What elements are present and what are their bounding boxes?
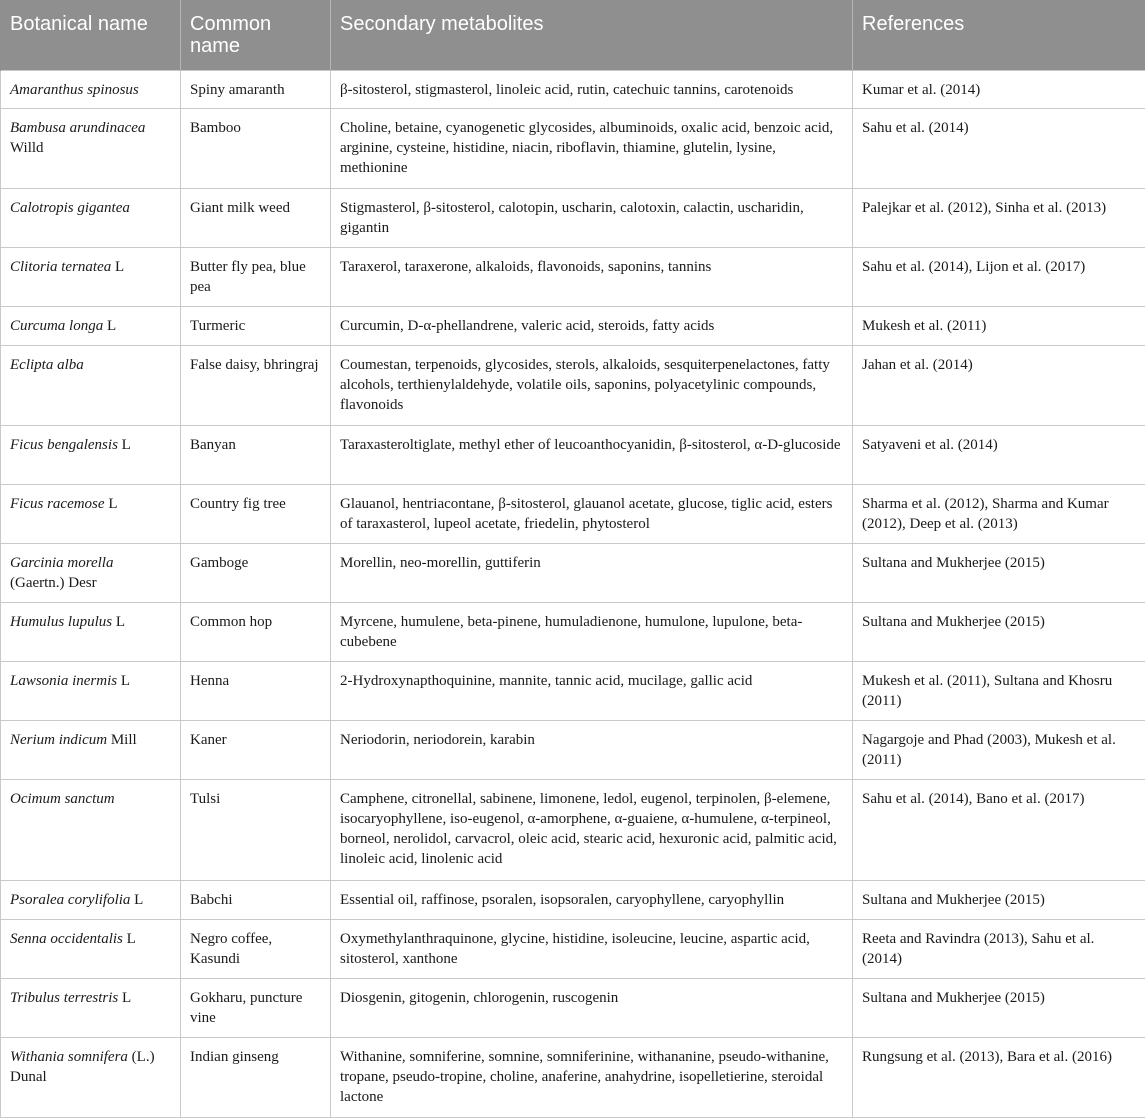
- common-name-cell: Country fig tree: [181, 484, 331, 543]
- species-authority: L: [121, 989, 132, 1006]
- secondary-metabolites-cell: β-sitosterol, stigmasterol, linoleic acid, rutin, catechuic tannins, carotenoids: [331, 70, 853, 108]
- species-epithet: Ficus racemose: [10, 495, 105, 512]
- references-cell: Sahu et al. (2014), Lijon et al. (2017): [853, 247, 1145, 306]
- secondary-metabolites-cell: Essential oil, raffinose, psoralen, isopsoralen, caryophyllene, caryophyllin: [331, 880, 853, 919]
- table-row: [1, 543, 1145, 602]
- species-epithet: Eclipta alba: [10, 356, 84, 373]
- table-row: [1, 779, 1145, 880]
- table-row: [1, 108, 1145, 188]
- references-cell: Kumar et al. (2014): [853, 70, 1145, 108]
- common-name-cell: Bamboo: [181, 108, 331, 188]
- botanical-name-cell: [1, 247, 181, 306]
- table-row: [1, 247, 1145, 306]
- botanical-name-cell: [1, 484, 181, 543]
- common-name-cell: Banyan: [181, 425, 331, 484]
- common-name-cell: Gokharu, puncture vine: [181, 978, 331, 1037]
- references-cell: Nagargoje and Phad (2003), Mukesh et al. (2011): [853, 720, 1145, 779]
- references-cell: Satyaveni et al. (2014): [853, 425, 1145, 484]
- species-epithet: Nerium indicum: [10, 731, 108, 748]
- species-authority: Willd: [10, 139, 44, 156]
- references-cell: Sultana and Mukherjee (2015): [853, 978, 1145, 1037]
- species-epithet: Ocimum sanctum: [10, 790, 115, 807]
- secondary-metabolites-cell: Oxymethylanthraquinone, glycine, histidine, isoleucine, leucine, aspartic acid, sitosterol, xanthone: [331, 919, 853, 978]
- table-row: [1, 306, 1145, 345]
- botanical-name-cell: [1, 1037, 181, 1117]
- secondary-metabolites-cell: Camphene, citronellal, sabinene, limonene, ledol, eugenol, terpinolen, β-elemene, isocaryophyllene, iso-eugenol, α-amorphene, α-guaiene, α-humulene, α-terpineol, borneol, nerolidol, carvacrol, oleic acid, stearic acid, hexuronic acid, palmitic acid, linoleic acid, linolenic acid: [331, 779, 853, 880]
- common-name-cell: Negro coffee, Kasundi: [181, 919, 331, 978]
- species-epithet: Tribulus terrestris: [10, 989, 119, 1006]
- secondary-metabolites-cell: Stigmasterol, β-sitosterol, calotopin, uscharin, calotoxin, calactin, uscharidin, gigantin: [331, 188, 853, 247]
- species-authority: (L.) Dunal: [10, 1048, 155, 1085]
- table-row: [1, 602, 1145, 661]
- references-cell: Sultana and Mukherjee (2015): [853, 880, 1145, 919]
- species-authority: L: [121, 436, 131, 453]
- common-name-cell: Babchi: [181, 880, 331, 919]
- references-cell: Mukesh et al. (2011), Sultana and Khosru (2011): [853, 661, 1145, 720]
- species-epithet: Clitoria ternatea: [10, 258, 112, 275]
- species-epithet: Ficus bengalensis: [10, 436, 118, 453]
- species-epithet: Curcuma longa: [10, 317, 104, 334]
- table-row: [1, 1037, 1145, 1117]
- table-body: [1, 70, 1145, 1117]
- common-name-cell: Turmeric: [181, 306, 331, 345]
- secondary-metabolites-cell: Withanine, somniferine, somnine, somniferinine, withananine, pseudo-withanine, tropane, pseudo-tropine, choline, anaferine, anahydrine, isopelletierine, steroidal lactone: [331, 1037, 853, 1117]
- secondary-metabolites-cell: Curcumin, D-α-phellandrene, valeric acid, steroids, fatty acids: [331, 306, 853, 345]
- botanical-name-cell: [1, 978, 181, 1037]
- species-epithet: Senna occidentalis: [10, 930, 123, 947]
- species-epithet: Bambusa arundinacea: [10, 119, 146, 136]
- references-cell: Palejkar et al. (2012), Sinha et al. (2013): [853, 188, 1145, 247]
- species-authority: L: [134, 891, 144, 908]
- common-name-cell: Gamboge: [181, 543, 331, 602]
- species-authority: L: [126, 930, 136, 947]
- common-name-cell: False daisy, bhringraj: [181, 345, 331, 425]
- secondary-metabolites-cell: Glauanol, hentriacontane, β-sitosterol, glauanol acetate, glucose, tiglic acid, esters of taraxasterol, lupeol acetate, friedelin, phytosterol: [331, 484, 853, 543]
- secondary-metabolites-cell: Taraxasteroltiglate, methyl ether of leucoanthocyanidin, β-sitosterol, α-D-glucoside: [331, 425, 853, 484]
- references-cell: Sultana and Mukherjee (2015): [853, 602, 1145, 661]
- species-authority: (Gaertn.) Desr: [10, 574, 97, 591]
- species-epithet: Lawsonia inermis: [10, 672, 118, 689]
- common-name-cell: Indian ginseng: [181, 1037, 331, 1117]
- botanical-name-cell: [1, 779, 181, 880]
- species-authority: L: [115, 258, 125, 275]
- table-row: [1, 425, 1145, 484]
- common-name-cell: Henna: [181, 661, 331, 720]
- botanical-name-cell: [1, 880, 181, 919]
- botanical-name-cell: [1, 188, 181, 247]
- common-name-cell: Common hop: [181, 602, 331, 661]
- secondary-metabolites-cell: 2-Hydroxynapthoquinine, mannite, tannic acid, mucilage, gallic acid: [331, 661, 853, 720]
- species-epithet: Calotropis gigantea: [10, 199, 130, 216]
- botanical-name-cell: [1, 543, 181, 602]
- table-row: [1, 880, 1145, 919]
- references-cell: Sharma et al. (2012), Sharma and Kumar (2012), Deep et al. (2013): [853, 484, 1145, 543]
- table-row: [1, 661, 1145, 720]
- secondary-metabolites-cell: Coumestan, terpenoids, glycosides, sterols, alkaloids, sesquiterpenelactones, fatty alcohols, terthienylaldehyde, volatile oils, saponins, polyacetylinic compounds, flavonoids: [331, 345, 853, 425]
- botanical-name-cell: [1, 425, 181, 484]
- references-cell: Mukesh et al. (2011): [853, 306, 1145, 345]
- references-cell: Sultana and Mukherjee (2015): [853, 543, 1145, 602]
- secondary-metabolites-cell: Choline, betaine, cyanogenetic glycosides, albuminoids, oxalic acid, benzoic acid, arginine, cysteine, histidine, niacin, riboflavin, thiamine, glutelin, lysine, methionine: [331, 108, 853, 188]
- botanical-name-cell: [1, 345, 181, 425]
- common-name-cell: Tulsi: [181, 779, 331, 880]
- species-authority: L: [120, 672, 131, 689]
- botanical-name-cell: [1, 720, 181, 779]
- table-row: [1, 70, 1145, 108]
- botanical-name-cell: [1, 602, 181, 661]
- table-row: [1, 720, 1145, 779]
- references-cell: Sahu et al. (2014): [853, 108, 1145, 188]
- header-secondary-metabolites: Secondary metabolites: [331, 0, 853, 70]
- botanical-name-cell: [1, 919, 181, 978]
- common-name-cell: Kaner: [181, 720, 331, 779]
- header-botanical-name: Botanical name: [1, 0, 181, 70]
- botanical-name-cell: [1, 70, 181, 108]
- secondary-metabolites-cell: Morellin, neo-morellin, guttiferin: [331, 543, 853, 602]
- species-authority: L: [115, 613, 126, 630]
- header-references: References: [853, 0, 1145, 70]
- botanical-name-cell: [1, 306, 181, 345]
- references-cell: Jahan et al. (2014): [853, 345, 1145, 425]
- table-row: [1, 484, 1145, 543]
- table-row: [1, 978, 1145, 1037]
- header-common-name: Common name: [181, 0, 331, 70]
- references-cell: Rungsung et al. (2013), Bara et al. (2016): [853, 1037, 1145, 1117]
- common-name-cell: Giant milk weed: [181, 188, 331, 247]
- species-epithet: Humulus lupulus: [10, 613, 113, 630]
- botanical-name-cell: [1, 108, 181, 188]
- table-header-row: [1, 0, 1145, 70]
- secondary-metabolites-cell: Diosgenin, gitogenin, chlorogenin, ruscogenin: [331, 978, 853, 1037]
- species-epithet: Garcinia morella: [10, 554, 114, 571]
- table-row: [1, 919, 1145, 978]
- species-authority: L: [106, 317, 117, 334]
- secondary-metabolites-cell: Myrcene, humulene, beta-pinene, humuladienone, humulone, lupulone, beta-cubebene: [331, 602, 853, 661]
- references-cell: Sahu et al. (2014), Bano et al. (2017): [853, 779, 1145, 880]
- references-cell: Reeta and Ravindra (2013), Sahu et al. (2014): [853, 919, 1145, 978]
- table-row: [1, 345, 1145, 425]
- botanical-name-cell: [1, 661, 181, 720]
- common-name-cell: Spiny amaranth: [181, 70, 331, 108]
- species-authority: L: [108, 495, 118, 512]
- species-epithet: Amaranthus spinosus: [10, 81, 139, 98]
- table-row: [1, 188, 1145, 247]
- species-authority: Mill: [110, 731, 137, 748]
- common-name-cell: Butter fly pea, blue pea: [181, 247, 331, 306]
- secondary-metabolites-cell: Neriodorin, neriodorein, karabin: [331, 720, 853, 779]
- secondary-metabolites-cell: Taraxerol, taraxerone, alkaloids, flavonoids, saponins, tannins: [331, 247, 853, 306]
- species-epithet: Withania somnifera: [10, 1048, 128, 1065]
- species-epithet: Psoralea corylifolia: [10, 891, 131, 908]
